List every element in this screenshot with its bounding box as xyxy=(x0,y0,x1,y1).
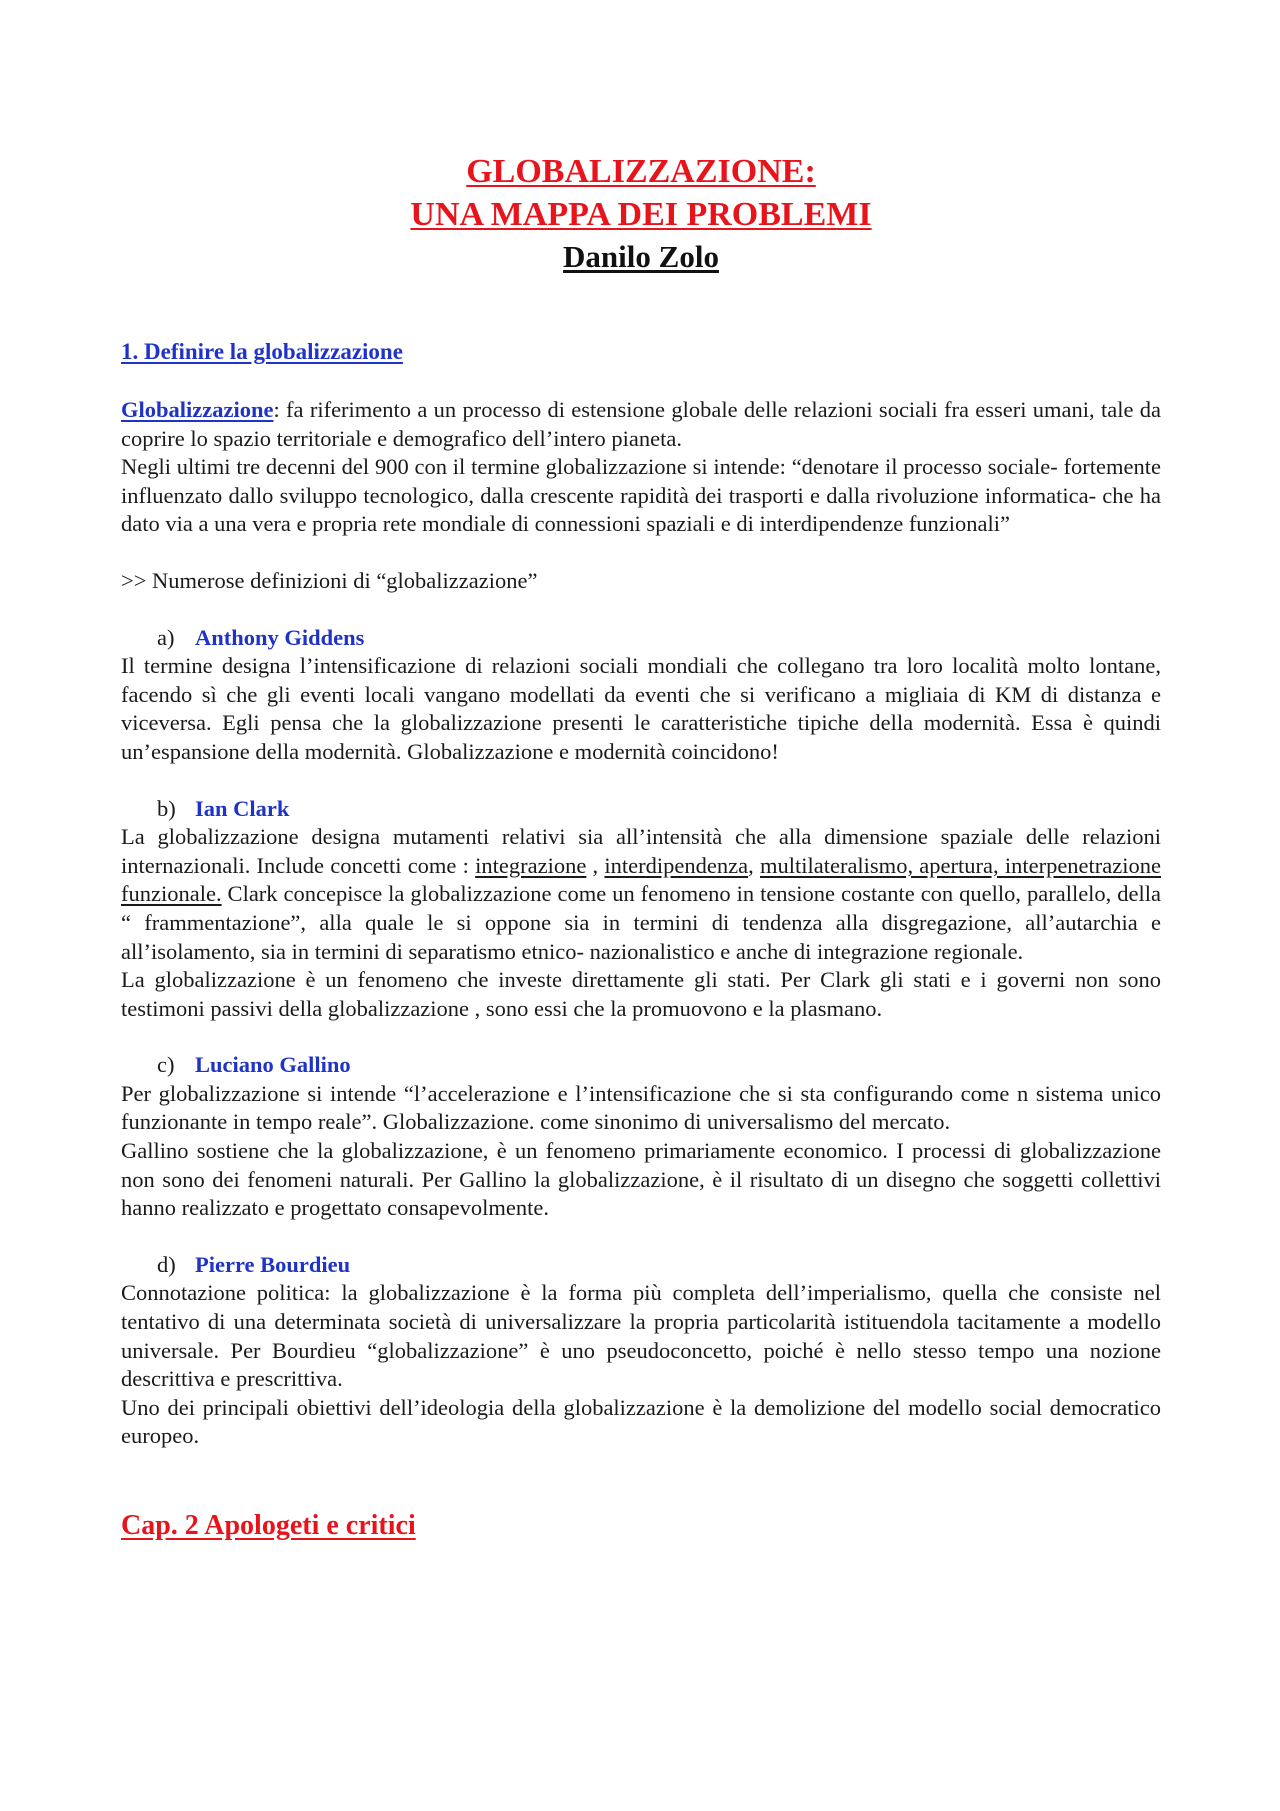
definitions-intro: >> Numerose definizioni di “globalizzazione” xyxy=(121,567,538,593)
author-text-bourdieu: Connotazione politica: la globalizzazione è la forma più completa dell’imperialismo, quella che consiste nel tentativo di una determinata società di universalizzare la propria particolarità istituendola tacitamente a modello universale. Per Bourdieu “globalizzazione” è uno pseudoconcetto, poiché è nello stesso tempo una nozione descrittiva e prescrittiva. xyxy=(121,1280,1161,1392)
list-letter: a) xyxy=(157,624,175,650)
author-text-gallino-2: Gallino sostiene che la globalizzazione, è un fenomeno primariamente economico. I processi di globalizzazione non sono dei fenomeni naturali. Per Gallino la globalizzazione, è il risultato di un disegno che soggetti collettivi hanno realizzato e progettato consapevolmente. xyxy=(121,1138,1161,1221)
globalization-keyword: Globalizzazione xyxy=(121,397,274,422)
document-author: Danilo Zolo xyxy=(563,239,719,274)
list-letter: d) xyxy=(157,1251,176,1277)
section-1-heading: 1. Definire la globalizzazione xyxy=(121,339,403,364)
document-title-line-1: GLOBALIZZAZIONE: xyxy=(466,153,816,190)
paragraph-900: Negli ultimi tre decenni del 900 con il termine globalizzazione si intende: “denotare il processo sociale- fortemente influenzato dallo sviluppo tecnologico, dalla crescente rapidità dei trasporti e dalla rivoluzione informatica- che ha dato via a una vera e propria rete mondiale di connessioni spaziali e di interdipendenze funzionali” xyxy=(121,454,1161,537)
author-text-clark xyxy=(121,823,1161,966)
separator: , xyxy=(586,852,605,878)
chapter-2-heading: Cap. 2 Apologeti e critici xyxy=(121,1510,416,1541)
author-name: Luciano Gallino xyxy=(195,1052,351,1078)
author-name: Pierre Bourdieu xyxy=(195,1251,351,1277)
concept-integrazione: integrazione xyxy=(475,852,587,878)
globalization-definition xyxy=(121,396,1161,453)
author-text-gallino: Per globalizzazione si intende “l’accelerazione e l’intensificazione che si sta configurando come n sistema unico funzionante in tempo reale”. Globalizzazione. come sinonimo di universalismo del mercato. xyxy=(121,1080,1161,1135)
author-name: Anthony Giddens xyxy=(195,624,365,650)
concept-multilateralismo: multilateralismo, apertura, interpenetrazione funzionale. xyxy=(121,852,1162,907)
author-name: Ian Clark xyxy=(195,795,290,821)
list-letter: b) xyxy=(157,795,176,821)
list-letter: c) xyxy=(157,1052,175,1078)
document-page xyxy=(121,150,1161,1543)
separator: , xyxy=(748,852,760,878)
author-heading-bourdieu xyxy=(121,1251,1161,1280)
definition-text: : fa riferimento a un processo di estensione globale delle relazioni sociali fra esseri umani, tale da coprire lo spazio territoriale e demografico dell’intero pianeta. xyxy=(121,397,1161,451)
author-text-clark-2: La globalizzazione è un fenomeno che investe direttamente gli stati. Per Clark gli stati e i governi non sono testimoni passivi della globalizzazione , sono essi che la promuovono e la plasmano. xyxy=(121,967,1161,1021)
clark-text-before: La globalizzazione designa mutamenti relativi sia all’intensità che alla dimensione spaziale delle relazioni internazionali. Include concetti come : xyxy=(121,824,1161,878)
author-heading-gallino xyxy=(121,1051,1161,1080)
author-heading-giddens xyxy=(121,624,1161,653)
concept-interdipendenza: interdipendenza xyxy=(604,852,749,878)
title-block xyxy=(121,150,1161,278)
author-text-giddens: Il termine designa l’intensificazione di relazioni sociali mondiali che collegano tra loro località molto lontane, facendo sì che gli eventi locali vangano modellati da eventi che si verificano a migliaia di KM di distanza e viceversa. Egli pensa che la globalizzazione presenti le caratteristiche tipiche della modernità. Essa è quindi un’espansione della modernità. Globalizzazione e modernità coincidono! xyxy=(121,653,1161,764)
clark-text-after: Clark concepisce la globalizzazione come un fenomeno in tensione costante con quello, parallelo, della “ frammentazione”, alla quale le si oppone sia in termini di tendenza alla disgregazione, all’autarchia e all’isolamento, sia in termini di separatismo etnico- nazionalistico e anche di integrazione regionale. xyxy=(121,881,1161,964)
author-heading-clark xyxy=(121,795,1161,824)
document-title-line-2: UNA MAPPA DEI PROBLEMI xyxy=(410,196,872,233)
author-text-bourdieu-2: Uno dei principali obiettivi dell’ideologia della globalizzazione è la demolizione del modello social democratico europeo. xyxy=(121,1394,1161,1449)
